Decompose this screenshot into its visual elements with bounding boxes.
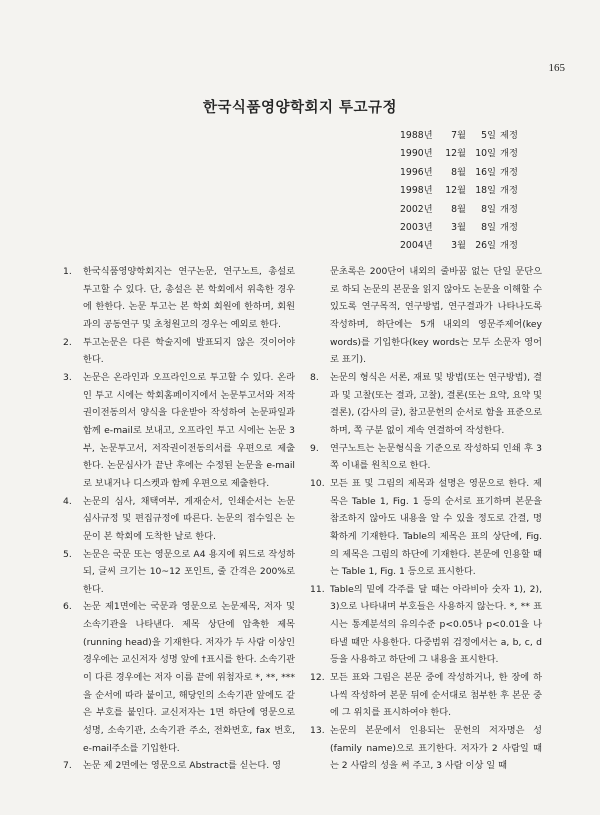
rule-text: 모든 표와 그림은 본문 중에 작성하거나, 한 장에 하나씩 작성하여 본문 뒤에 순서대로 첨부한 후 본문 중에 그 위치를 표시하여야 한다. <box>330 672 542 719</box>
rule-number: 10. <box>310 477 325 489</box>
revision-row <box>400 219 518 237</box>
rule-item <box>310 440 542 475</box>
revision-month: 12월 <box>445 185 466 197</box>
revision-row <box>400 127 518 145</box>
rule-number: 3. <box>63 371 72 383</box>
revision-year: 2004년 <box>400 240 433 252</box>
rule-number: 1. <box>63 266 72 277</box>
revision-year: 1998년 <box>400 185 433 197</box>
revision-status: 개정 <box>500 166 518 178</box>
revision-day: 5일 <box>481 130 496 141</box>
rule-item <box>310 369 542 440</box>
rule-number: 2. <box>63 336 72 348</box>
revision-row <box>400 145 518 163</box>
rule-number: 12. <box>310 672 325 684</box>
rule-text: 투고논문은 다른 학술지에 발표되지 않은 것이어야 한다. <box>83 336 295 366</box>
revision-month: 7월 <box>451 130 466 141</box>
rule-text: 논문은 온라인과 오프라인으로 투고할 수 있다. 온라인 투고 시에는 학회홈페이지에서 논문투고서와 저작권이전동의서 양식을 다운받아 작성하여 논문파일과 함께 e-mail로 보내고, 오프라인 투고 시에는 논문 3부, 논문투고서, 저작권이전동의서를 우편으로 제출한다. 논문심사가 끝난 후에는 수정된 논문을 e-mail로 보내거나 디스켓과 함께 우편으로 제출한다. <box>83 371 295 489</box>
rule-text: 논문의 형식은 서론, 재료 및 방법(또는 연구방법), 결과 및 고찰(또는 결과, 고찰), 결론(또는 요약, 요약 및 결론), (감사의 글), 참고문헌의 순서로 함을 표준으로 하며, 쪽 구분 없이 계속 연결하여 작성한다. <box>330 371 542 436</box>
revision-month: 3월 <box>451 240 466 252</box>
revision-row <box>400 182 518 200</box>
rule-text: 논문의 심사, 채택여부, 게재순서, 인쇄순서는 논문 심사규정 및 편집규정에 따른다. 논문의 접수일은 논문이 본 학회에 도착한 날로 한다. <box>83 495 295 542</box>
revision-day: 26일 <box>475 240 496 252</box>
revision-day: 8일 <box>481 203 496 215</box>
rule-text: 연구노트는 논문형식을 기준으로 작성하되 인쇄 후 3쪽 이내를 원칙으로 한다. <box>330 442 542 472</box>
rule-number: 13. <box>310 725 325 737</box>
rule-number: 7. <box>63 760 72 772</box>
rule-text: 논문 제 2면에는 영문으로 Abstract를 싣는다. 영 <box>83 760 281 772</box>
rule-number: 9. <box>310 442 319 454</box>
revision-row <box>400 164 518 182</box>
rule-item <box>63 493 295 546</box>
rule-number: 5. <box>63 548 72 560</box>
rule-text: 문초록은 200단어 내외의 줄바꿈 없는 단일 문단으로 하되 논문의 본문을 읽지 않아도 논문을 이해할 수 있도록 연구목적, 연구방법, 연구결과가 나타나도록 작성하며, 하단에는 5개 내외의 영문주제어(key words)를 기입한다(key words는 모두 소문자 영어로 표기). <box>330 266 542 366</box>
revision-year: 2002년 <box>400 203 433 215</box>
rule-text: 논문은 국문 또는 영문으로 A4 용지에 워드로 작성하되, 글씨 크기는 10~12 포인트, 줄 간격은 200%로 한다. <box>83 548 295 595</box>
rule-text: 모든 표 및 그림의 제목과 설명은 영문으로 한다. 제목은 Table 1, Fig. 1 등의 순서로 표기하며 본문을 참조하지 않아도 내용을 알 수 있을 정도로 간결, 명확하게 기재한다. Table의 제목은 표의 상단에, Fig.의 제목은 그림의 하단에 기재한다. 본문에 인용할 때는 Table 1, Fig. 1 등으로 표시한다. <box>330 477 542 578</box>
revision-row <box>400 201 518 219</box>
rule-item <box>310 669 542 722</box>
revision-year: 1990년 <box>400 148 433 160</box>
rule-item <box>63 369 295 493</box>
revision-year: 1996년 <box>400 166 433 178</box>
revision-year: 1988년 <box>400 130 433 141</box>
rule-number: 8. <box>310 371 319 383</box>
rule-item <box>310 581 542 669</box>
revision-status: 개정 <box>500 148 518 160</box>
revision-month: 8월 <box>451 203 466 215</box>
rule-text: 논문 제1면에는 국문과 영문으로 논문제목, 저자 및 소속기관을 나타낸다. 제목 상단에 압축한 제목(running head)을 기재한다. 저자가 두 사람 이상인 경우에는 교신저자 성명 앞에 †표시를 한다. 소속기관이 다른 경우에는 저자 이름 끝에 위첨자로 *, **, *** 을 순서에 따라 붙이고, 해당인의 소속기관 앞에도 같은 부호를 붙인다. 교신저자는 1면 하단에 영문으로 성명, 소속기관, 소속기관 주소, 전화번호, fax 번호, e-mail주소를 기입한다. <box>83 601 295 754</box>
rule-item <box>63 757 295 775</box>
revision-month: 8월 <box>451 166 466 178</box>
revision-status: 개정 <box>500 240 518 252</box>
revision-year: 2003년 <box>400 222 433 234</box>
rule-text: 한국식품영양학회지는 연구논문, 연구노트, 총설로 투고할 수 있다. 단, 총설은 본 학회에서 위촉한 경우에 한한다. 논문 투고는 본 학회 회원에 한하며, 회원과의 공동연구 및 초청원고의 경우는 예외로 한다. <box>83 266 295 330</box>
revision-status: 개정 <box>500 222 518 234</box>
rule-text: 논문의 본문에서 인용되는 문헌의 저자명은 성(family name)으로 표기한다. 저자가 2 사람일 때는 2 사람의 성을 써 주고, 3 사람 이상 일 때 <box>330 725 542 772</box>
rule-number: 6. <box>63 601 72 613</box>
rule-item <box>63 263 295 334</box>
right-column <box>310 263 542 775</box>
revision-row <box>400 237 518 255</box>
revision-day: 8일 <box>481 222 496 234</box>
revision-status: 제정 <box>500 130 518 141</box>
rule-item <box>63 546 295 599</box>
rule-number: 4. <box>63 495 72 507</box>
revision-day: 10일 <box>475 148 496 160</box>
rule-item <box>63 334 295 369</box>
left-column <box>63 263 295 775</box>
rule-number: 11. <box>310 583 325 595</box>
revision-status: 개정 <box>500 185 518 197</box>
rule-text: Table의 밑에 각주를 달 때는 아라비아 숫자 1), 2), 3)으로 나타내며 부호들은 사용하지 않는다. *, ** 표시는 통계분석의 유의수준 p<0.05나 p<0.01을 나타낼 때만 사용한다. 다중범위 검정에서는 a, b, c, d 등을 사용하고 하단에 그 내용을 표시한다. <box>330 583 542 666</box>
revision-history <box>400 127 518 256</box>
revision-month: 12월 <box>445 148 466 160</box>
revision-month: 3월 <box>451 222 466 234</box>
rule-item <box>310 722 542 775</box>
rule-item <box>63 598 295 757</box>
revision-status: 개정 <box>500 203 518 215</box>
page-number: 165 <box>548 62 565 74</box>
revision-day: 16일 <box>475 166 496 178</box>
rule-item <box>310 475 542 581</box>
rule-continuation <box>310 263 542 369</box>
revision-day: 18일 <box>475 185 496 197</box>
document-title: 한국식품영양학회지 투고규정 <box>202 100 398 116</box>
